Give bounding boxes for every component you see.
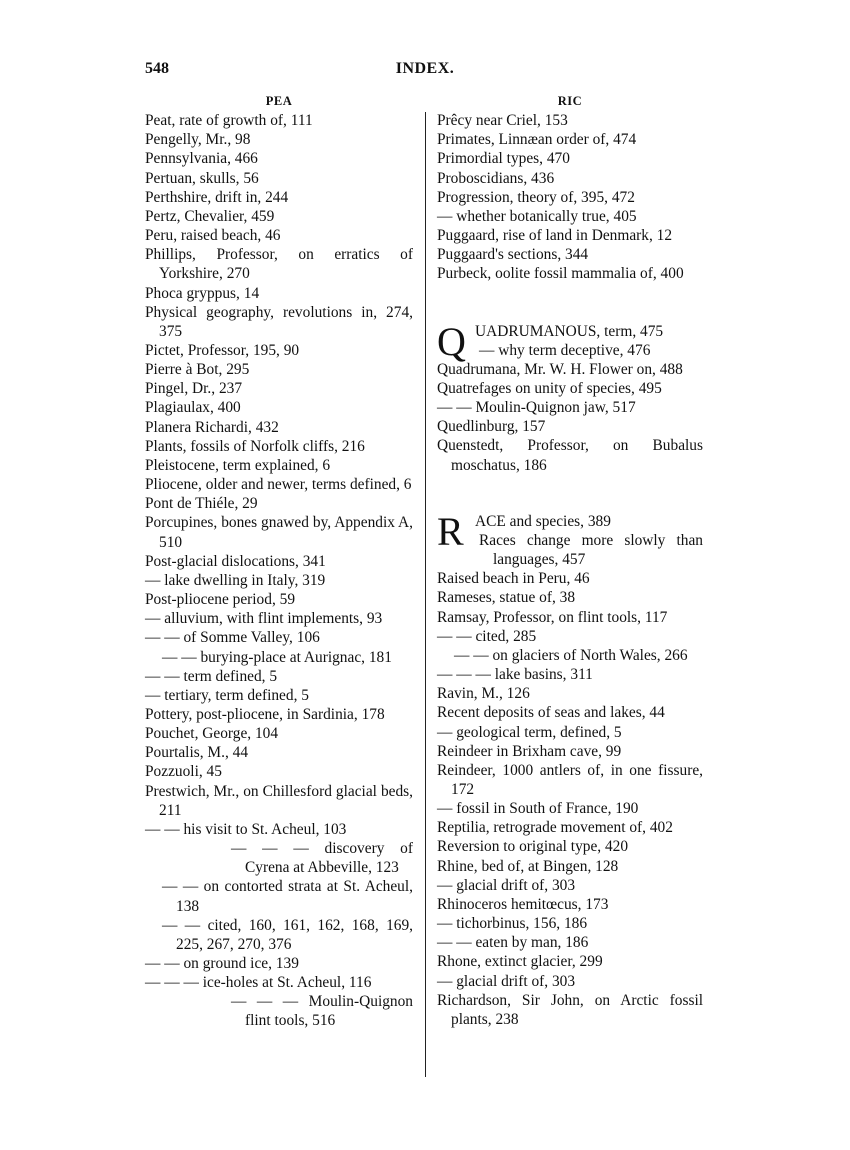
index-entry: Quedlinburg, 157 [437, 418, 546, 436]
index-entry: — glacial drift of, 303 [437, 876, 576, 894]
section-r-heading [437, 508, 703, 569]
index-entry: Porcupines, bones gnawed by, Appendix A, 510 [145, 514, 413, 551]
index-entry: Rhinoceros hemitœcus, 173 [437, 895, 609, 913]
index-entry: Physical geography, revolutions in, 274, 375 [145, 303, 413, 340]
index-entry: — — on contorted strata at St. Acheul, 138 [162, 878, 413, 915]
index-entry: Plants, fossils of Norfolk cliffs, 216 [145, 437, 365, 455]
index-entry: — — of Somme Valley, 106 [145, 629, 320, 647]
index-entry: Puggaard's sections, 344 [437, 246, 589, 264]
index-entry: Pozzuoli, 45 [145, 763, 222, 781]
index-entry: Pleistocene, term explained, 6 [145, 456, 331, 474]
index-entry: — — on ground ice, 139 [145, 955, 299, 973]
index-entry: Ramsay, Professor, on flint tools, 117 [437, 608, 668, 626]
p-entries-list [437, 111, 703, 283]
index-entry: Quatrefages on unity of species, 495 [437, 380, 662, 398]
index-entry: Puggaard, rise of land in Denmark, 12 [437, 227, 673, 245]
index-entry: Pennsylvania, 466 [145, 150, 258, 168]
index-entry: Reversion to original type, 420 [437, 838, 629, 856]
index-entry: Reindeer in Brixham cave, 99 [437, 742, 622, 760]
page-number: 548 [145, 60, 169, 77]
index-entry: — — cited, 160, 161, 162, 168, 169, 225, 267, 270, 376 [162, 916, 413, 953]
index-entry: — lake dwelling in Italy, 319 [145, 571, 326, 589]
left-guide-word: PEA [265, 94, 293, 108]
index-entry: Pictet, Professor, 195, 90 [145, 342, 300, 360]
index-entry: — — his visit to St. Acheul, 103 [145, 820, 347, 838]
index-entry: Purbeck, oolite fossil mammalia of, 400 [437, 265, 684, 283]
index-entry: — — — lake basins, 311 [437, 666, 593, 684]
index-entry: — whether botanically true, 405 [437, 207, 637, 225]
index-entry: Prêcy near Criel, 153 [437, 112, 568, 130]
left-entry-list [145, 111, 413, 1031]
index-entry: Quenstedt, Professor, on Bubalus moschatus, 186 [437, 437, 703, 474]
index-entry: Peru, raised beach, 46 [145, 227, 281, 245]
index-entry: Pertuan, skulls, 56 [145, 169, 259, 187]
index-entry: Post-glacial dislocations, 341 [145, 552, 326, 570]
index-entry: Plagiaulax, 400 [145, 399, 241, 417]
index-entry: — — — discovery of Cyrena at Abbeville, 123 [231, 840, 413, 877]
section-gap [437, 475, 703, 512]
index-entry: Phillips, Professor, on erratics of Yorkshire, 270 [145, 246, 413, 283]
index-entry: Pliocene, older and newer, terms defined, 6 [145, 476, 412, 494]
index-entry: — — burying-place at Aurignac, 181 [162, 648, 392, 666]
index-entry: Recent deposits of seas and lakes, 44 [437, 704, 665, 722]
index-entry: Reptilia, retrograde movement of, 402 [437, 819, 673, 837]
page-title: INDEX. [395, 60, 455, 77]
index-entry: Ravin, M., 126 [437, 685, 530, 703]
index-entry: — — on glaciers of North Wales, 266 [454, 646, 688, 664]
right-guide-word: RIC [557, 94, 583, 108]
index-entry: — glacial drift of, 303 [437, 972, 576, 990]
index-entry: Rhone, extinct glacier, 299 [437, 953, 603, 971]
index-entry: Phoca gryppus, 14 [145, 284, 260, 302]
index-entry: Pouchet, George, 104 [145, 725, 279, 743]
index-entry: — tertiary, term defined, 5 [145, 686, 309, 704]
index-entry: — — — Moulin-Quignon flint tools, 516 [231, 993, 413, 1030]
index-entry: — geological term, defined, 5 [437, 723, 622, 741]
index-entry: — — — ice-holes at St. Acheul, 116 [145, 974, 372, 992]
index-entry: Perthshire, drift in, 244 [145, 188, 289, 206]
index-entry: Progression, theory of, 395, 472 [437, 188, 635, 206]
index-entry: Peat, rate of growth of, 111 [145, 112, 313, 130]
index-entry: — fossil in South of France, 190 [437, 800, 639, 818]
r-entries-list [437, 569, 703, 1029]
index-entry: — alluvium, with flint implements, 93 [145, 610, 383, 628]
index-entry: — — Moulin-Quignon jaw, 517 [437, 399, 636, 417]
q-subentry-line: — why term deceptive, 476 [479, 341, 651, 359]
index-entry: Pont de Thiéle, 29 [145, 495, 258, 513]
index-entry: — — eaten by man, 186 [437, 934, 589, 952]
index-entry: Reindeer, 1000 antlers of, in one fissure, 172 [437, 761, 703, 798]
q-entries-list [437, 360, 703, 475]
index-entry: Pingel, Dr., 237 [145, 380, 243, 398]
index-entry: — — cited, 285 [437, 627, 537, 645]
index-entry: Pengelly, Mr., 98 [145, 131, 251, 149]
index-entry: Richardson, Sir John, on Arctic fossil plants, 238 [437, 991, 703, 1028]
index-entry: Post-pliocene period, 59 [145, 591, 296, 609]
index-entry: Pourtalis, M., 44 [145, 744, 249, 762]
index-entry: — tichorbinus, 156, 186 [437, 915, 588, 933]
section-q-heading [437, 318, 703, 364]
right-column [437, 92, 703, 1029]
r-subentry-line: Races change more slowly than languages, 457 [479, 531, 703, 569]
index-entry: Prestwich, Mr., on Chillesford glacial beds, 211 [145, 782, 413, 819]
q-heading-line: UADRUMANOUS, term, 475 [475, 322, 664, 340]
dropcap-q: Q [437, 318, 466, 364]
index-entry: Pierre à Bot, 295 [145, 361, 250, 379]
r-heading-line: ACE and species, 389 [475, 512, 611, 530]
left-column [145, 92, 413, 1031]
index-entry: Pertz, Chevalier, 459 [145, 207, 275, 225]
index-entry: Primates, Linnæan order of, 474 [437, 131, 637, 149]
section-gap [437, 284, 703, 322]
index-entry: Quadrumana, Mr. W. H. Flower on, 488 [437, 360, 683, 378]
index-entry: Rhine, bed of, at Bingen, 128 [437, 857, 619, 875]
index-entry: Primordial types, 470 [437, 150, 570, 168]
index-entry: Planera Richardi, 432 [145, 418, 279, 436]
index-entry: — — term defined, 5 [145, 667, 278, 685]
index-entry: Rameses, statue of, 38 [437, 589, 576, 607]
dropcap-r: R [437, 508, 464, 554]
column-divider [425, 112, 426, 1077]
index-entry: Proboscidians, 436 [437, 169, 555, 187]
index-entry: Raised beach in Peru, 46 [437, 570, 590, 588]
index-entry: Pottery, post-pliocene, in Sardinia, 178 [145, 705, 385, 723]
